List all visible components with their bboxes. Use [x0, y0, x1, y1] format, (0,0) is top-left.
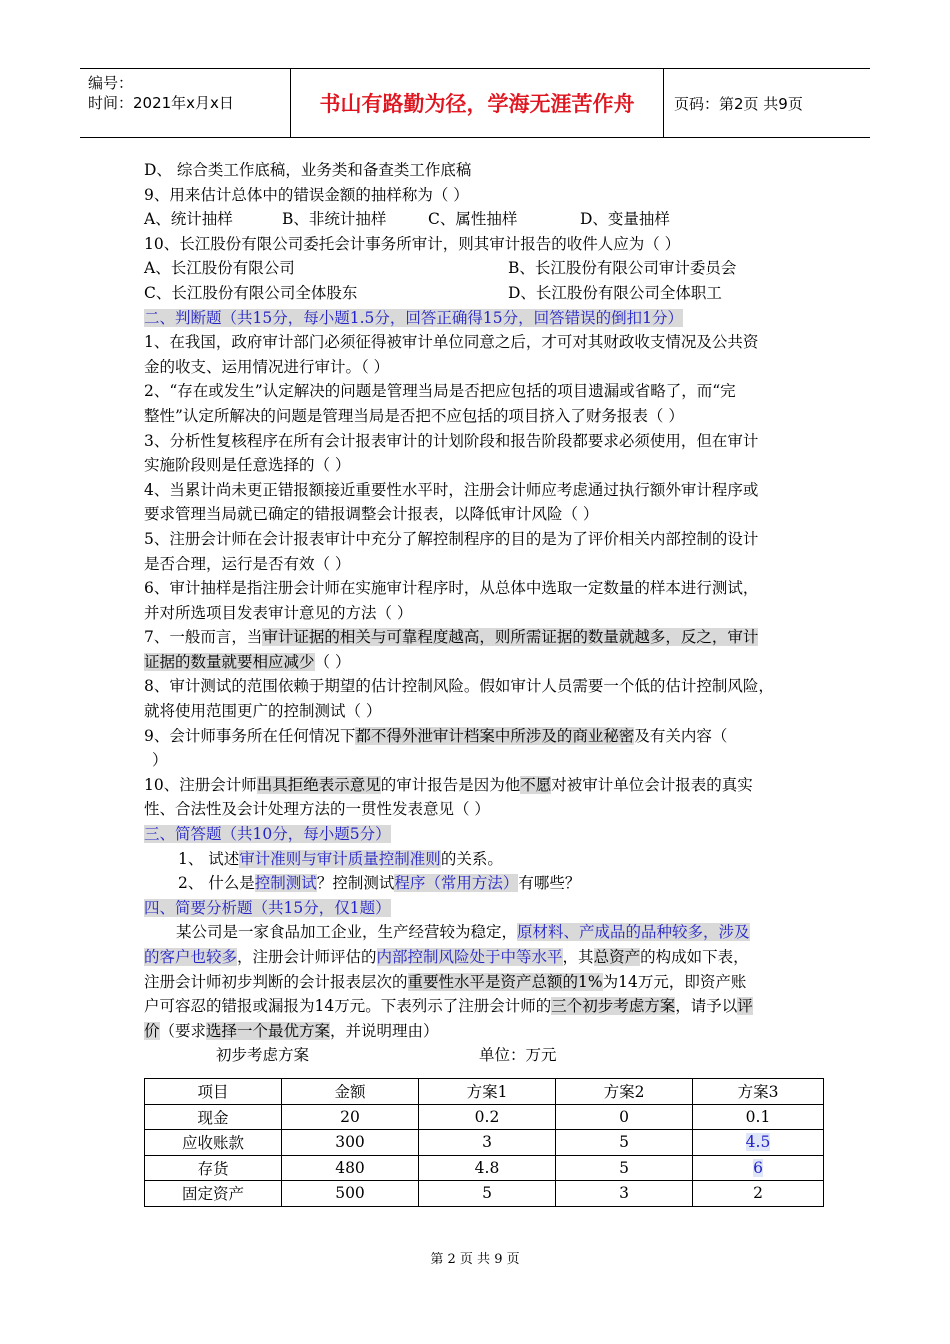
- table-cell: 3: [419, 1130, 556, 1156]
- document-body: [144, 158, 814, 1067]
- table-header-cell: 方案3: [693, 1079, 824, 1105]
- table-cell: [693, 1155, 824, 1181]
- option-b: B、长江股份有限公司审计委员会: [508, 259, 737, 278]
- table-cell: 固定资产: [145, 1181, 282, 1207]
- highlight: 价: [144, 1021, 160, 1040]
- document-number: 编号：: [88, 74, 134, 92]
- judgement-7-line1: 7、一般而言，当审计证据的相关与可靠程度越高，则所需证据的数量就越多，反之，审计: [144, 628, 759, 647]
- highlight: 出具拒绝表示意见: [256, 775, 381, 794]
- judgement-10-line1: 10、注册会计师出具拒绝表示意见的审计报告是因为他不愿对被审计单位会计报表的真实: [144, 775, 753, 794]
- analysis-paragraph-line2: 的客户也较多，注册会计师评估的内部控制风险处于中等水平，其总资产的构成如下表，: [144, 948, 749, 966]
- page-footer: 第 2 页 共 9 页: [430, 1252, 520, 1267]
- analysis-paragraph-line3: 注册会计师初步判断的会计报表层次的重要性水平是资产总额的1%为14万元，即资产账: [144, 972, 747, 991]
- plan-table: [144, 1078, 824, 1207]
- highlight: 证据的数量就要相应减少: [144, 652, 315, 671]
- table-cell: 4.8: [419, 1155, 556, 1181]
- judgement-5-line1: 5、注册会计师在会计报表审计中充分了解控制程序的目的是为了评价相关内部控制的设计: [144, 529, 759, 548]
- section-heading-analysis: 四、简要分析题（共15分，仅1题）: [144, 898, 391, 917]
- table-row: [145, 1155, 824, 1181]
- table-cell: 存货: [145, 1155, 282, 1181]
- judgement-5-line2: 是否合理，运行是否有效（ ）: [144, 554, 351, 573]
- judgement-7-line2: 证据的数量就要相应减少（ ）: [144, 652, 351, 671]
- short-question-1: 1、 试述审计准则与审计质量控制准则的关系。: [178, 849, 503, 868]
- judgement-10-line2: 性、合法性及会计处理方法的一贯性发表意见（ ）: [144, 800, 490, 819]
- table-cell: 0: [556, 1104, 693, 1130]
- table-row: [145, 1130, 824, 1156]
- judgement-4-line2: 要求管理当局就已确定的错报调整会计报表，以降低审计风险（ ）: [144, 505, 599, 524]
- question-10-options-row1: [144, 256, 814, 281]
- highlight: 审计准则与审计质量控制准则: [239, 849, 441, 868]
- highlight: 三个初步考虑方案: [551, 997, 676, 1016]
- option-b: B、非统计抽样: [282, 210, 387, 229]
- table-cell: 5: [556, 1155, 693, 1181]
- table-cell: 20: [282, 1104, 419, 1130]
- table-cell: 2: [693, 1181, 824, 1207]
- highlight: 控制测试: [254, 874, 317, 893]
- question-10-options-row2: [144, 281, 814, 306]
- section-heading-short-answer: 三、简答题（共10分，每小题5分）: [144, 825, 391, 844]
- analysis-paragraph-line1: 某公司是一家食品加工企业，生产经营较为稳定，原材料、产成品的品种较多，涉及: [176, 923, 750, 942]
- highlight: 总资产: [593, 948, 641, 966]
- short-question-2: 2、 什么是控制测试？控制测试程序（常用方法）有哪些？: [178, 874, 581, 893]
- header-motto: 书山有路勤为径，学海无涯苦作舟: [291, 69, 664, 137]
- highlight: 选择一个最优方案: [206, 1021, 331, 1040]
- table-header-cell: 金额: [282, 1079, 419, 1105]
- table-unit: 单位：万元: [479, 1046, 557, 1065]
- highlight: 重要性水平是资产总额的1%: [407, 972, 603, 991]
- option-d: D、长江股份有限公司全体职工: [508, 283, 722, 302]
- highlight: 6: [753, 1158, 763, 1177]
- highlight: 审计证据的相关与可靠程度越高，则所需证据的数量就越多，反之，审计: [262, 628, 759, 647]
- table-header-cell: 方案1: [419, 1079, 556, 1105]
- table-cell: 5: [419, 1181, 556, 1207]
- judgement-1-line1: 1、在我国，政府审计部门必须征得被审计单位同意之后，才可对其财政收支情况及公共资: [144, 333, 759, 352]
- table-cell: 300: [282, 1130, 419, 1156]
- judgement-1-line2: 金的收支、运用情况进行审计。（ ）: [144, 357, 390, 376]
- table-cell: 0.2: [419, 1104, 556, 1130]
- section-heading-judgement: 二、判断题（共15分，每小题1.5分，回答正确得15分，回答错误的倒扣1分）: [144, 308, 683, 327]
- option-c: C、属性抽样: [428, 210, 518, 229]
- table-row: [145, 1181, 824, 1207]
- table-cell: 5: [556, 1130, 693, 1156]
- judgement-2-line1: 2、“存在或发生”认定解决的问题是管理当局是否把应包括的项目遗漏或省略了，而“完: [144, 382, 736, 401]
- highlight: 都不得外泄审计档案中所涉及的商业秘密: [355, 726, 635, 745]
- table-caption-row: [144, 1043, 814, 1067]
- question-10: 10、长江股份有限公司委托会计事务所审计，则其审计报告的收件人应为（ ）: [144, 234, 681, 253]
- option-a: A、长江股份有限公司: [144, 259, 295, 278]
- highlight: 4.5: [745, 1133, 771, 1152]
- table-cell: 0.1: [693, 1104, 824, 1130]
- question-9-options: [144, 207, 814, 232]
- page-header: [80, 68, 870, 138]
- header-page-info: 页码：第2页 共9页: [674, 94, 803, 113]
- highlight: 不愿: [520, 775, 552, 794]
- judgement-9-line2: ）: [152, 751, 168, 770]
- table-cell: 3: [556, 1181, 693, 1207]
- document-date: 时间：2021年x月x日: [88, 94, 234, 112]
- table-cell: [693, 1130, 824, 1156]
- judgement-9-line1: 9、会计师事务所在任何情况下都不得外泄审计档案中所涉及的商业秘密及有关内容（: [144, 726, 728, 745]
- table-caption: 初步考虑方案: [216, 1046, 310, 1065]
- judgement-8-line1: 8、审计测试的范围依赖于期望的估计控制风险。假如审计人员需要一个低的估计控制风险，: [144, 677, 774, 696]
- text-line: D、 综合类工作底稿，业务类和备查类工作底稿: [144, 161, 472, 179]
- analysis-paragraph-line4: 户可容忍的错报或漏报为14万元。下表列示了注册会计师的三个初步考虑方案，请予以评: [144, 997, 753, 1016]
- judgement-2-line2: 整性”认定所解决的问题是管理当局是否把不应包括的项目挤入了财务报表（ ）: [144, 406, 684, 425]
- highlight: 的客户也较多: [144, 948, 238, 966]
- table-row: [145, 1104, 824, 1130]
- analysis-paragraph-line5: 价（要求选择一个最优方案，并说明理由）: [144, 1021, 439, 1040]
- highlight: 程序（常用方法）: [394, 874, 519, 893]
- judgement-4-line1: 4、当累计尚未更正错报额接近重要性水平时，注册会计师应考虑通过执行额外审计程序或: [144, 480, 759, 499]
- highlight: 原材料、产成品的品种较多，涉及: [517, 923, 750, 942]
- table-cell: 500: [282, 1181, 419, 1207]
- question-9: 9、用来估计总体中的错误金额的抽样称为（ ）: [144, 185, 469, 204]
- table-cell: 480: [282, 1155, 419, 1181]
- highlight: 内部控制风险处于中等水平: [376, 948, 563, 966]
- judgement-6-line1: 6、审计抽样是指注册会计师在实施审计程序时，从总体中选取一定数量的样本进行测试，: [144, 579, 759, 598]
- table-header-cell: 项目: [145, 1079, 282, 1105]
- table-cell: 应收账款: [145, 1130, 282, 1156]
- table-cell: 现金: [145, 1104, 282, 1130]
- judgement-3-line1: 3、分析性复核程序在所有会计报表审计的计划阶段和报告阶段都要求必须使用，但在审计: [144, 431, 759, 450]
- table-header-cell: 方案2: [556, 1079, 693, 1105]
- highlight: 评: [737, 997, 753, 1016]
- option-a: A、统计抽样: [144, 210, 233, 229]
- option-c: C、长江股份有限公司全体股东: [144, 283, 358, 302]
- header-meta: [80, 69, 291, 137]
- judgement-6-line2: 并对所选项目发表审计意见的方法（ ）: [144, 603, 413, 622]
- judgement-8-line2: 就将使用范围更广的控制测试（ ）: [144, 702, 382, 721]
- judgement-3-line2: 实施阶段则是任意选择的（ ）: [144, 456, 351, 475]
- option-d: D、变量抽样: [580, 210, 670, 229]
- table-header-row: [145, 1079, 824, 1105]
